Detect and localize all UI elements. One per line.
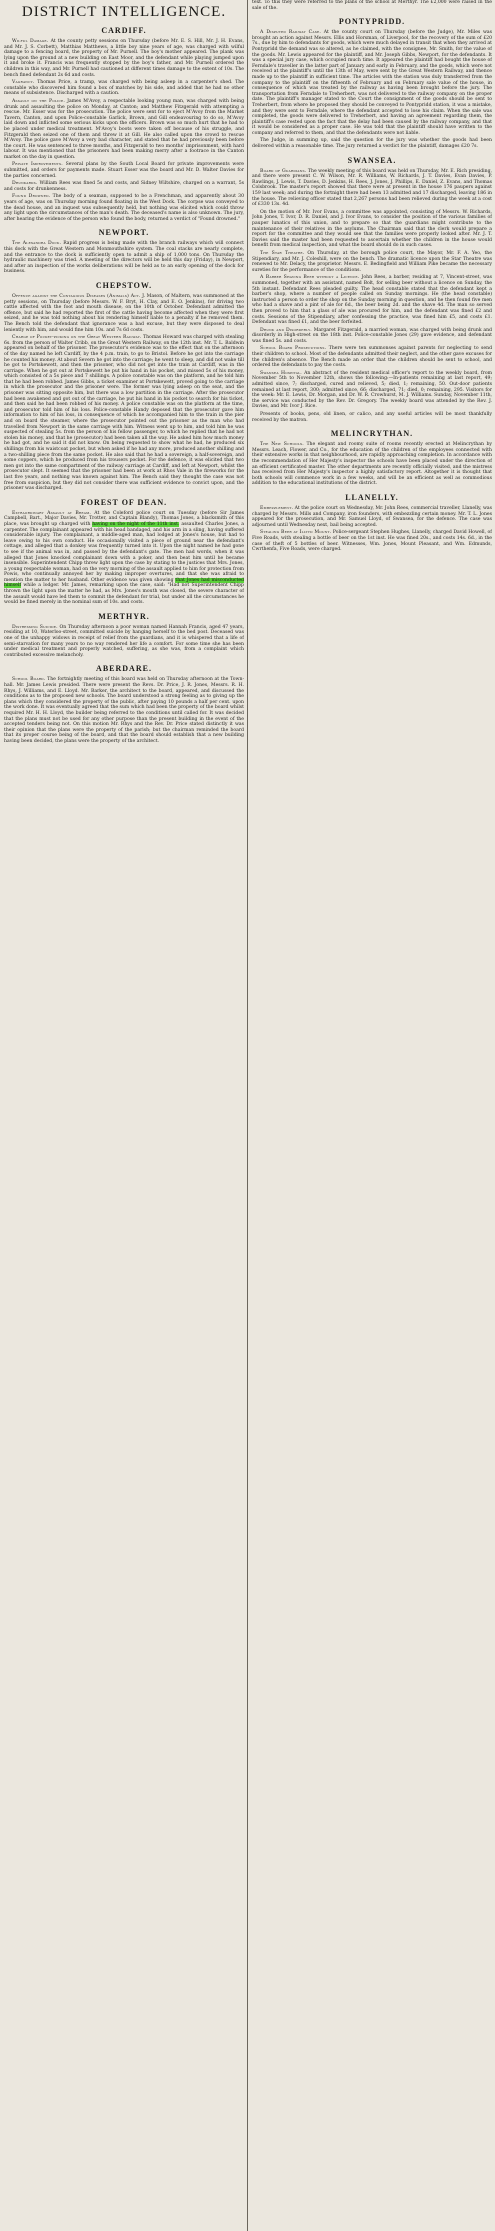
article-paragraph [252, 328, 492, 345]
article-paragraph [252, 30, 492, 136]
item-heading: Distressing Suicide. [12, 624, 58, 630]
article-paragraph [252, 0, 492, 11]
article-paragraph [4, 39, 244, 78]
item-body: text. To this they were referred to the plans of the school at Merthyr. The £2,000 were raised in the sale of the. [252, 0, 492, 11]
item-heading: A Barber Shaving Beer without a Licence. [260, 275, 360, 281]
item-heading: Embezzlement. [260, 505, 294, 511]
section-title-cardiff: CARDIFF. [101, 26, 147, 35]
section-title-swansea: SWANSEA. [347, 155, 397, 165]
item-body: The elegant and roomy suite of rooms recently erected at Melincrythan by Messrs. Leach, Flower, and Co., for the education of the children of the employees connected with their extensive works in that neighbourhood, are rapidly approaching completion. In accordance with the recommendation of Her Majesty's inspector the schools have been placed under the direction of an efficient certificated master. The other departments are recently officially visited, and the mistress has received from Her Majesty's inspector a highly satisfactory report. Altogether it is thought that both schools will commence work in a few weeks, and will be an efficient as well as commodious addition to the educational institutions of the district. [252, 442, 492, 487]
item-body: assaulted Charles Jones, a carpenter. The complainant appeared with his head bandaged, and his arm in a sling, having suffered considerable injury. The complainant, a middle-aged man, had lodged at Jones's house, but had to leave owing to his own conduct. He occasionally visited a piece of ground near the defendant's cottage, and alleged that a donkey was frequently turned into it. Upon the night named he had gone to see if the animal was in, and passed by the defendant's gate. The men had words, when it was alleged that Jones knocked complainant down with a poker, and then beat him until he became insensible. Superintendent Chipp threw light upon the case by stating to the justices that Mrs. Jones, a young respectable woman, had on the very morning of the assault applied to him for protection from Powis, who continually annoyed her by making improper overtures, and that she was afraid to mention the matter to her husband. Other evidence was given showing [4, 521, 244, 583]
article-paragraph [252, 371, 492, 410]
article-paragraph [252, 506, 492, 528]
article-paragraph [252, 346, 492, 368]
item-body: The weekly meeting of this board was held on Thursday, Mr. E. Rich presiding, and there were present C. W. Wilson, Mr. R. Williams, W. Richards, J. T. Davies, Evan Davies, P. Rawlings, J. Lewis, T. Davies, D. Jenkins, H. Rees, J. Jones, J. Phillips, E. Daniel, Z. Evans, and Thomas Colsbrook. The master's report showed that there were at present in the house 176 paupers against 159 last week; and during the fortnight there had been 13 admitted and 17 discharged, leaving 186 in the house. The relieving officer stated that 2,267 persons had been relieved during the week at a cost of £330 13s. 4d. [252, 168, 492, 208]
article-paragraph [4, 294, 244, 333]
article-paragraph [4, 99, 244, 161]
item-heading: Swansea Hospital. [260, 370, 302, 376]
item-heading: The New Schools. [260, 442, 304, 448]
item-heading: Wilful Damage. [12, 39, 49, 44]
article-paragraph [4, 241, 244, 275]
item-body: Police-sergeant Stephen Hughes, Llanelly, charged David Howell, of Five Roads, with stealing a bottle of beer on the 1st inst. He was fined 20s., and costs 14s. 6d., in the case of theft of 5 bottles of beer. Witnesses, Wm. Jones, Mount Pleasant, and Wm. Edmunds, Cwrthenfa, Five Roads, were charged. [252, 530, 492, 553]
column-divider [247, 0, 248, 2231]
item-body: William Rees was fined 5s and costs, and Sidney Wiltshire, charged on a warrant, 5s and costs for drunkenness. [4, 181, 244, 192]
item-heading: School Board. [12, 677, 46, 683]
item-heading: School Board Prosecutions. [260, 346, 327, 352]
item-body: The fortnightly meeting of this board was held on Thursday afternoon at the Town-hall. Mr. James Lewis presided. There were present the Revs. Dr. Price, J. R. Jones, Messrs. R. H. Rhys, J. Williams, and E. Lloyd. Mr. Barker, the architect to the board, appeared, and discussed the conditions as to the proposed new schools. The board understood a strong feeling as to giving up the plans which they considered the property of the public, after paying 10 pounds a half per cent. upon the work done. It was eventually agreed that the sum which had been the property of the board whilst required Mr. H. H. Lloyd, the builder being referred to the conditions until called for. It was decided that the plans must not be used for any other purpose than the present building in the event of the accepted tenders being not. On this motion Mr. Rhys and the Rev. Dr. Price stated distinctly it was their opinion that the plans were the property of the parish; but the chairman reminded the board that its proper course being of the board, and that the board should establish that a new building having been decided, the plans were the property of the architect. [4, 677, 244, 744]
article-paragraph [252, 210, 492, 249]
section-title-pontypridd: PONTYPRIDD. [338, 17, 406, 27]
article-paragraph [4, 625, 244, 659]
section-title-chepstow: CHEPSTOW. [95, 280, 153, 290]
item-heading: Drunkards. [12, 181, 38, 187]
article-paragraph [252, 251, 492, 273]
item-body: At the Coleford police court on Tuesday (before Sir James Campbell, Bart., Major Davies, Mr. Trotter, and Captain Blandy), Thomas Jones, a blacksmith of this place, was brought up charged with [4, 510, 244, 527]
item-heading: Offence against the Contagious Diseases (Animals) Act. [12, 293, 141, 299]
item-body: At the county court on Thursday (before the Judge), Mr. Miles was brought an action against Messrs. Ellis and Horsman, of Liverpool, for the recovery of the sum of £20 7s., due by him to defendants for goods, which were much delayed in transit that when they arrived at Pontypridd the demand was so altered, as he claimed, with the consignee, Mr. Smith, for the value of the goods. Mr. Lewis appeared for the plaintiff, and Mr. Joseph Gibbs, Newport, for the defendants. It was a special jury case, which occupied much time. It appeared the plaintiff had bought the house of Ferndale's traveller in the latter part of January and early in February, and the goods, which were not received at the plaintiff's until the 13th of May, were sent by the Great Western Railway, and thence made up to the plaintiff in sufficient time. The articles with the station was duly transferred from the company to the plaintiff on the fifteenth of February and on February sale value of the house, in consequence of which was treated by the railway as having been brought before the jury. The transportation from Ferndale to Treherbert, was not delivered to the railway company on the proper date. The plaintiff's manager stated to the Court the consignment of the goods should be sent to Treherbert, from where he proposed they should be conveyed to Pontypridd station, it was a mistake, and they were sent to Ferndale, where the defendant accepted to lose his claim. When the sale was completed, the goods were delivered to Treherbert, and having an agreement regarding them, the plaintiff's case rested upon the fact that the delay had been caused by the railway company, and that it would be considered as a proper case. He was told that the plaintiff should have written to the company and referred to them, and that the defendants were not liable. [252, 30, 492, 136]
item-body: On Thursday, at the borough police court, the Mayor, Mr. F. A. Yeo, the Stipendiary, and Mr. J. Coleshill, were on the bench. The dramatic licence upon the Star Theatre was renewed to Mr. Delacy, the proprietor. Messrs. E. Bedingfield and William Pike became the necessary sureties for the performance of the conditions. [252, 250, 492, 273]
item-body: while a lodger. Mr. James, remarking upon the case, said: "Had not Superintendent Chipp thrown the light upon the matter he had, as Mrs. Jones's mouth was closed, the severe character of the assault would have led them to commit the defendant for trial, but under all the circumstances he would be fined merely in the nominal sum of 10s. and costs. [4, 583, 244, 606]
item-heading: A Disputed Railway Case. [260, 30, 322, 36]
item-body: The body of a seaman, supposed to be a Frenchman, and apparently about 30 years of age, was on Thursday morning found floating in the West Dock. The corpse was conveyed to the dead house, and an inquest was subsequently held, but nothing was elicited which could throw any light upon the circumstances of the man's death. The deceased's name is also unknown. The jury, after hearing the evidence of the person who found the body, returned a verdict of "Found drowned." [4, 194, 244, 222]
item-body: Several plans by the South Local Board for private improvements were submitted, and orders for payments made. Stuart Esser was the board and Mr. D. Walter Davies for the parties concerned. [4, 162, 244, 179]
section-title-merthyr: MERTHYR. [98, 611, 150, 621]
right-column [252, 0, 492, 2231]
item-body: James M'Avoy, a respectable looking young man, was charged with being drunk and assaulting the police on Monday, at Canton; and Matthew Fitzgerald with attempting a rescue. Mr. Esser was for the prosecution. The police were sent for to eject M'Avoy from the Market Tavern, Canton, and upon Police-constable Garlick, Brown, and Gill endeavouring to do so, M'Avoy laid down and inflicted some serious kicks upon the officers. Brown was so much hurt that he had to be placed under medical treatment. M'Avoy's boots were taken off because of his struggle, and Fitzgerald then seized one of them and threw it at Gill. He also called upon the crowd to rescue M'Avoy. The police gave M'Avoy a very bad character, and stated that he had previously been before the court. He was sentenced to three months, and Fitzgerald to two months' imprisonment, with hard labour. It was mentioned that the prisoners had been making merry after a footrace in the Canton market on the day in question. [4, 98, 244, 160]
item-body: At the police court on Wednesday, Mr. John Rees, commercial traveller, Llanelly, was charged by Messrs. Mills and Company, iron founders, with embezzling certain money. Mr. T. L. Jones appeared for the prosecution, and Mr. Samuel Lloyd, of Swansea, for the defence. The case was adjourned until Wednesday next, bail being accepted. [252, 505, 492, 528]
item-heading: The Star Theatre. [260, 250, 305, 256]
item-heading: Private Improvements. [12, 162, 63, 168]
item-body: Rapid progress is being made with the branch railways which will connect this dock with the Great Western and Monmouthshire system. The coal stacks are nearly complete, and the entrance to the dock is sufficiently open to admit a ship of 1,000 tons. On Thursday the hydraulic machinery was tried. A meeting of the directors will be held this day (Friday), in Newport, and after an inspection of the works deliberations will be held as to an early opening of the dock for business. [4, 241, 244, 275]
item-heading: Found Drowned. [12, 194, 51, 200]
article-paragraph [4, 677, 244, 744]
article-paragraph [252, 442, 492, 487]
section-title-llanelly: LLANELLY. [345, 492, 399, 502]
item-heading: Assault on the Police. [12, 98, 66, 104]
article-paragraph [4, 80, 244, 97]
article-paragraph [4, 194, 244, 222]
article-paragraph [4, 162, 244, 179]
item-body: J. Mason, of Maltern, was summoned at the petty sessions, on Thursday (before Messrs. W. F. Bryt, H. Clay, and E. O. Jenkins), for driving two cattle affected with the foot and mouth disease, on the 10th of October. Defendant admitted the offence, but said he had reported the first of the cattle having become affected when they were first seized, and he was told nothing about his rendering himself liable to a penalty if he removed them. The Bench told the defendant that ignorance was a bad excuse, but they were disposed to deal leniently with him, and would fine him 10s. and 7s 6d costs. [4, 293, 244, 333]
item-heading: Vagrancy. [12, 80, 35, 86]
item-heading: Drunk and Disorderly. [260, 327, 312, 333]
article-paragraph [4, 181, 244, 192]
highlighted-text: having on the night of the 11th inst. [92, 521, 180, 527]
item-body: Presents of books, pens, old linen, or calico, and any useful articles will be most thankfully received by the matron. [252, 412, 492, 423]
item-body: On the motion of Mr. Ivor Evans, a committee was appointed, consisting of Messrs. W. Richards, John Jones, T. Ivor, D. R. Daniel, and J. Ivor Evans, to consider the position of the various families of pauper lunatics of this union, and to prepare so that the guardians might contribute to the maintenance of their relatives in the asylums. The Chairman said that the clerk would prepare a report for the committee and they would see that the families were properly looked after. Mr. J. T. Davies said the master had been requested to ascertain whether the children in the house would benefit from medical inspection, and what the board should do in such cases. [252, 209, 492, 249]
item-body: An abstract of the resident medical officer's report to the weekly board, from November 5th to November 12th, shows the following:—In-patients remaining at last report, 49; admitted since, 7; discharged, cured and relieved, 5; died, 1; remaining, 50. Out-door patients remained at last report, 300; admitted since, 66; discharged, 71; died, 0; remaining, 295. Visitors for the week: Mr. E. Lewis, Dr. Morgan, and Dr. W. R. Crowhurst, M. J. Williams. Sunday, November 11th, the service was conducted by the Rev. Dr. Gregory. The weekly board was attended by the Rev. J. Davies, and Mr. Ivor J. Rice. [252, 370, 492, 410]
article-paragraph [252, 530, 492, 552]
article-paragraph [252, 169, 492, 208]
section-title-newport: NEWPORT. [98, 228, 150, 238]
section-title-aberdare: ABERDARE. [96, 664, 152, 674]
article-paragraph [252, 275, 492, 325]
item-heading: Board of Guardians. [260, 168, 307, 174]
item-heading: Stealing Beer at Illtyd Mount. [260, 530, 332, 536]
item-body: The Judge, in summing up, said the question for the jury was whether the goods had been delivered within a reasonable time. The jury returned a verdict for the plaintiff, damages £20 7s. [252, 138, 492, 150]
item-heading: Charge of Pocket-picking on the Great Western Railway. [12, 335, 142, 341]
item-body: Thomas Price, a tramp, was charged with being asleep in a carpenter's shed. The constable who discovered him found a box of matches by his side, and added that he had no other means of subsistence. Discharged with a caution. [4, 80, 244, 97]
item-heading: The Alexandra Dock. [12, 241, 62, 247]
section-title-forest-of-dean: FOREST OF DEAN. [80, 497, 168, 507]
item-body: There were ten summonses against parents for neglecting to send their children to school. Most of the defendants admitted their neglect, and the other gave excuses for the children's absence. The Bench made an order that the children should be sent to school, and ordered the defendants to pay the costs. [252, 346, 492, 369]
highlighted-text: that Jones had misconducted himself [4, 577, 244, 589]
article-paragraph [4, 511, 244, 606]
article-paragraph [252, 138, 492, 149]
item-body: On Thursday afternoon a poor woman named Hannah Francis, aged 47 years, residing at 10, Waterloo-street, committed suicide by hanging herself to the bed post. Deceased was one of the unhappy widows in receipt of relief from the guardians, and it is whispered that a life of semi-starvation for many years to no way rendered her life a comfort. For some time she has been under medical treatment and properly watched, suffering, as she was, from a complaint which contributed excessive melancholy. [4, 624, 244, 658]
article-paragraph [252, 412, 492, 423]
item-body: Thomas Howard was charged with stealing 6s. from the person of Walter Cribb, on the Great Western Railway, on the 12th inst. Mr. T. L. Baldwin appeared on behalf of the prisoner. The prosecutor's evidence was to the effect that on the afternoon of the day named he left Cardiff, by the 4 p.m. train, to go to Bristol. Before he got into the carriage he counted his money. At about Severn he got into the carriage; he went to sleep, and did not wake till he got to Portskewett, and then the prisoner, who did not get into the train at Cardiff, was in the carriage. When he got out at Portskewett he put his hand in his pocket, and missed 5s of his money, which consisted of a 5s piece and 7 shillings. A police constable was on the platform, and he told him that he had been robbed. James Gibbs, a ticket examiner at Portskewett, proved going to the carriage in which the prosecutor and the prisoner were. The former was lying asleep on the seat, and the prisoner was sitting opposite him, but there was a low partition in the carriage. After the prosecutor had been awakened and got out of the carriage, he put his hand in his pocket to search for his ticket, and then said he had been robbed of his money. A police constable was on the platform at the time, and prosecutor told him of his loss. Police-constable Handy deposed that the prosecutor gave him information to him of his loss, in consequence of which he accompanied him to the train in the pier and on board the steamer, where the prosecutor pointed out the prisoner as the man who had travelled from Newport in the same carriage with him. Witness went up to him, and told him he was suspected of stealing 5s. from the person of his fellow passenger, to which he replied that he had not stolen his money, and that he (prosecutor) had been taken all the way. He asked him how much money he had got, and he said it did not know. On being requested to show what he had, he produced six shillings from his waistcoat pocket, but when asked if he had any more, produced another shilling and a two-shilling piece from the same pocket. He also said that he had a sovereign, a half-sovereign, and some coppers, which he produced from his trousers pocket. For the defence, it was elicited that two men got into the same compartment of the railway carriage at Cardiff, and left at Newport, whilst the prosecutor slept. It seemed that the prisoner had been at work at Rhos Vale in the fireworks for the last five years, and nothing was known against him. The Bench said they thought the case was not free from suspicion, but they did not consider there was sufficient evidence to convict upon, and the prisoner was discharged. [4, 335, 244, 492]
article-paragraph [4, 335, 244, 492]
section-title-melincrythan: MELINCRYTHAN. [330, 429, 414, 439]
item-body: At the county petty sessions on Thursday (before Mr. E. S. Hill, Mr. J. H. Evans, and Mr. J. S. Corbett), Matthias Matthews, a little boy nine years of age, was charged with wilful damage to a fencing board, the property of Mr. Purnell. The boy's mother appeared. The plank was lying upon the ground at a new building on East Moor, and the defendant while playing jumped upon it and broke it. Francis was frequently stopped by the boy's father, and Mr. Purnell ordered the children in this way, and Mr. Purnell had cautioned at different times damage to the extent of 10s. The bench fined defendant 2s 6d and costs. [4, 39, 244, 78]
item-heading: Extraordinary Assault at Bream. [12, 510, 92, 516]
item-body: John Rees, a barber, residing at 7, Vincent-street, was summoned, together with an assistant, named Bolt, for selling beer without a licence on Sunday, the 5th instant. Defendant Rees pleaded guilty. The head constable stated that the defendant kept a barber's shop, where a number of people called on Sunday mornings. He (the head constable) instructed a person to order the shop on the Sunday morning in question, and he then found five men who had a shave and a pint of ale for 6d., the beer being 2d. and the shave 4d. The man so served then proved to him that a glass of ale was procured for him, and the defendant was fined £2 and costs. Sessions of the Stipendiary, after confessing the practice, was fined him £5, and costs £1. Defendant was fined £1, and the beer forfeited. [252, 275, 492, 326]
left-column [4, 0, 244, 2231]
item-body: Margaret Fitzgerald, a married woman, was charged with being drunk and disorderly in High-street on the 18th inst. Police-constable Jones (29) gave evidence, and defendant was fined 5s. and costs. [252, 327, 492, 344]
page-masthead: DISTRICT INTELLIGENCE. [21, 4, 227, 20]
